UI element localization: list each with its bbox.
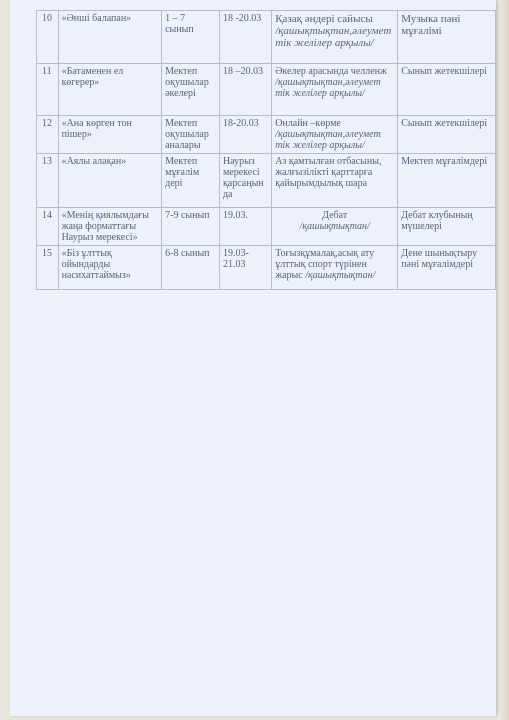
event-form (272, 64, 398, 116)
responsible: Сынып жетекшілері (398, 116, 496, 154)
row-number: 12 (37, 116, 59, 154)
form-text: Қазақ әндері сайысы (275, 13, 373, 25)
row-number: 14 (37, 208, 59, 246)
responsible: Дебат клубының мүшелері (398, 208, 496, 246)
form-text: Онлайн –көрме (275, 118, 341, 129)
event-name: «Аялы алақан» (58, 154, 162, 208)
event-name: «Біз ұлттық ойындарды насихаттаймыз» (58, 246, 162, 290)
table-row (37, 246, 496, 290)
participants: 1 – 7 сынып (162, 11, 220, 64)
row-number: 10 (37, 11, 59, 64)
participants: 7-9 сынып (162, 208, 220, 246)
form-note: /қашықтықтан,әлеумет тік желілер арқылы/ (275, 25, 392, 49)
event-form (272, 246, 398, 290)
participants: 6-8 сынып (162, 246, 220, 290)
table-row (37, 208, 496, 246)
responsible: Мектеп мұғалімдері (398, 154, 496, 208)
event-date: 18 -20.03 (219, 11, 271, 64)
responsible: Сынып жетекшілері (398, 64, 496, 116)
document-page (10, 0, 496, 716)
participants: Мектеп оқушылар аналары (162, 116, 220, 154)
form-note: /қашықтықтан,әлеумет тік желілер арқылы/ (275, 129, 381, 151)
form-note: /қашықтықтан/ (299, 221, 370, 232)
event-date: 19.03-21.03 (219, 246, 271, 290)
row-number: 11 (37, 64, 59, 116)
event-date: 18-20.03 (219, 116, 271, 154)
responsible: Дене шынықтыру пәні мұғалімдері (398, 246, 496, 290)
form-note: /қашықтықтан/ (305, 270, 376, 281)
participants: Мектеп оқушылар әкелері (162, 64, 220, 116)
form-text: Әкелер арасында челленж (275, 66, 387, 77)
event-date: 19.03. (219, 208, 271, 246)
event-form (272, 11, 398, 64)
event-name: «Менің қиялымдағы жаңа форматтағы Наурыз мерекесі» (58, 208, 162, 246)
row-number: 15 (37, 246, 59, 290)
background-edge (497, 0, 509, 720)
table-row (37, 154, 496, 208)
event-name: «Ана көрген тон пішер» (58, 116, 162, 154)
form-text: Дебат (322, 210, 348, 221)
event-name: «Әнші балапан» (58, 11, 162, 64)
event-form (272, 154, 398, 208)
row-number: 13 (37, 154, 59, 208)
table-row (37, 64, 496, 116)
table-row (37, 116, 496, 154)
participants: Мектеп мұғалім дері (162, 154, 220, 208)
form-note: /қашықтықтан,әлеумет тік желілер арқылы/ (275, 77, 381, 99)
event-form (272, 208, 398, 246)
event-name: «Батаменен ел көгерер» (58, 64, 162, 116)
event-date: 18 –20.03 (219, 64, 271, 116)
event-date: Наурыз мерекесі қарсаңын да (219, 154, 271, 208)
events-table (36, 10, 496, 290)
form-text: Тоғызқұмалақ,асық ату ұлттық спорт түрінен жарыс (275, 248, 375, 281)
form-text: Аз қамтылған отбасыны, жалғызілікті қарттарға қайырымдылық шара (275, 156, 382, 189)
event-form (272, 116, 398, 154)
responsible: Музыка пәні мұғалімі (398, 11, 496, 64)
table-row (37, 11, 496, 64)
